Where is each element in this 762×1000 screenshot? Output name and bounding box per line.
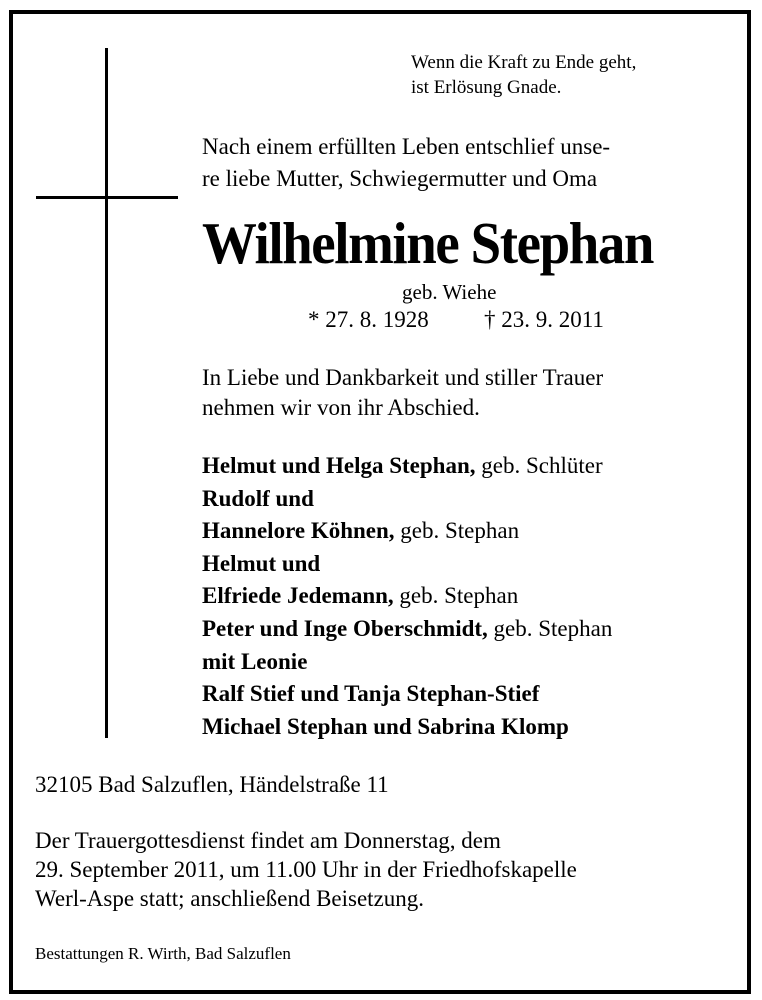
mourner-line xyxy=(202,450,612,483)
service-line: Werl-Aspe statt; anschließend Beisetzung. xyxy=(35,886,425,911)
mourner-names: mit Leonie xyxy=(202,648,308,674)
mourners-list xyxy=(202,450,612,743)
mourner-names: Elfriede Jedemann, xyxy=(202,583,394,609)
address: 32105 Bad Salzuflen, Händelstraße 11 xyxy=(35,772,389,797)
farewell-text xyxy=(202,363,603,423)
mourner-line xyxy=(202,580,612,613)
mourner-line xyxy=(202,613,612,646)
intro-text xyxy=(202,131,610,195)
service-line: 29. September 2011, um 11.00 Uhr in der Friedhofskapelle xyxy=(35,857,577,882)
maiden-name: geb. Wiehe xyxy=(402,280,497,304)
mourner-names: Helmut und xyxy=(202,550,321,576)
cross-vertical-bar xyxy=(105,48,108,738)
intro-line: Nach einem erfüllten Leben entschlief unse- xyxy=(202,134,611,159)
mourner-names: Rudolf und xyxy=(202,485,314,511)
mourner-names: Ralf Stief und Tanja Stephan-Stief xyxy=(202,681,540,707)
motto xyxy=(411,50,636,100)
cross-horizontal-bar xyxy=(36,196,178,199)
motto-line: ist Erlösung Gnade. xyxy=(411,77,562,98)
mourner-note: geb. Stephan xyxy=(394,518,520,544)
mourner-line xyxy=(202,711,612,744)
mourner-names: Hannelore Köhnen, xyxy=(202,518,395,544)
mourner-line xyxy=(202,646,612,679)
mourner-line xyxy=(202,548,612,581)
mourner-names: Peter und Inge Oberschmidt, xyxy=(202,615,488,641)
death-date: † 23. 9. 2011 xyxy=(484,307,604,332)
farewell-line: In Liebe und Dankbarkeit und stiller Trauer xyxy=(202,365,604,390)
mourner-names: Helmut und Helga Stephan, xyxy=(202,453,476,478)
mourner-note: geb. Schlüter xyxy=(475,453,603,478)
mourner-note: geb. Stephan xyxy=(487,615,613,641)
undertaker: Bestattungen R. Wirth, Bad Salzuflen xyxy=(35,944,291,963)
mourner-names: Michael Stephan und Sabrina Klomp xyxy=(202,713,569,739)
intro-line: re liebe Mutter, Schwiegermutter und Oma xyxy=(202,166,598,191)
mourner-note: geb. Stephan xyxy=(393,583,519,609)
mourner-line xyxy=(202,678,612,711)
service-line: Der Trauergottesdienst findet am Donnerstag, dem xyxy=(35,828,501,853)
mourner-line xyxy=(202,483,612,516)
mourner-line xyxy=(202,515,612,548)
service-info xyxy=(35,826,577,913)
motto-line: Wenn die Kraft zu Ende geht, xyxy=(411,52,637,73)
deceased-name: Wilhelmine Stephan xyxy=(202,210,654,276)
birth-date: * 27. 8. 1928 xyxy=(308,307,429,332)
farewell-line: nehmen wir von ihr Abschied. xyxy=(202,395,480,420)
